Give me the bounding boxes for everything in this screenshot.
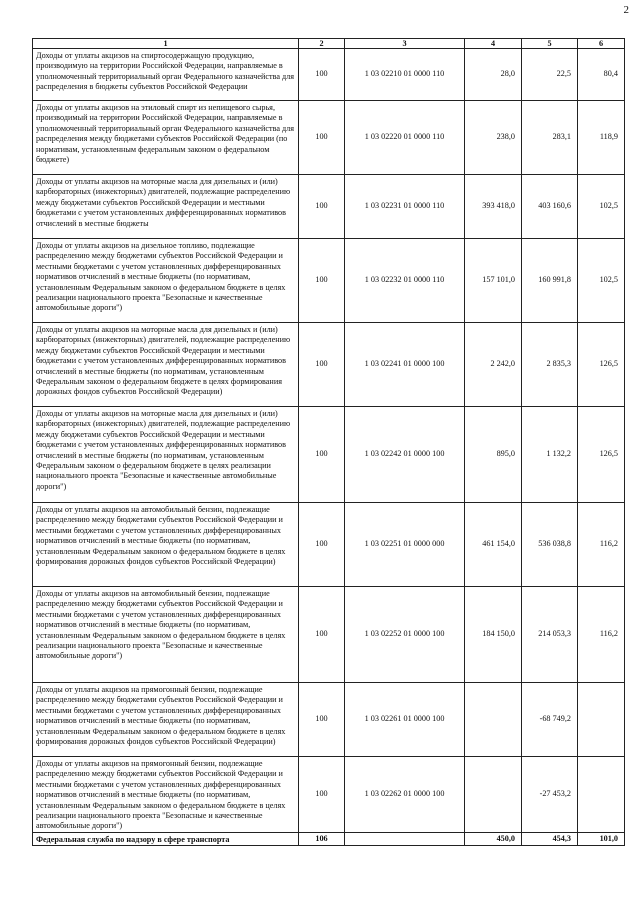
page-number: 2 xyxy=(623,4,629,16)
row-percent-value: 126,5 xyxy=(578,323,625,407)
row-actual-value: 283,1 xyxy=(522,101,578,175)
row-plan-value xyxy=(465,757,522,833)
row-description: Доходы от уплаты акцизов на спиртосодержащую продукцию, производимую на территории Российской Федерации, направляемые в уполномоченный территориальный орган Федерального казначейства для распределения в бюджеты субъектов Российской Федерации xyxy=(33,49,299,101)
row-budget-code: 1 03 02232 01 0000 110 xyxy=(345,239,465,323)
row-budget-code: 1 03 02241 01 0000 100 xyxy=(345,323,465,407)
row-actual-value: 536 038,8 xyxy=(522,503,578,587)
row-actual-value: 22,5 xyxy=(522,49,578,101)
row-description: Доходы от уплаты акцизов на дизельное топливо, подлежащие распределению между бюджетами субъектов Российской Федерации и местными бюджетами с учетом установленных дифференцированных нормативов отчислений в местные бюджеты (по нормативам, установленным Федеральным законом о федеральном бюджете в целях реализации национального проекта "Безопасные и качественные автомобильные дороги") xyxy=(33,239,299,323)
row-description: Доходы от уплаты акцизов на автомобильный бензин, подлежащие распределению между бюджетами субъектов Российской Федерации и местными бюджетами с учетом установленных дифференцированных нормативов отчислений в местные бюджеты (по нормативам, установленным Федеральным законом о федеральном бюджете в целях реализации национального проекта "Безопасные и качественные автомобильные дороги") xyxy=(33,587,299,683)
row-percent-value: 116,2 xyxy=(578,587,625,683)
table-row xyxy=(33,757,625,833)
column-header: 1 xyxy=(33,39,299,49)
row-plan-value: 461 154,0 xyxy=(465,503,522,587)
row-plan-value: 895,0 xyxy=(465,407,522,503)
column-header: 5 xyxy=(522,39,578,49)
row-percent-value: 116,2 xyxy=(578,503,625,587)
row-budget-code: 1 03 02252 01 0000 100 xyxy=(345,587,465,683)
row-budget-code: 1 03 02261 01 0000 100 xyxy=(345,683,465,757)
table-row xyxy=(33,49,625,101)
row-percent-value: 118,9 xyxy=(578,101,625,175)
column-header: 3 xyxy=(345,39,465,49)
row-code: 100 xyxy=(299,49,345,101)
row-percent-value: 102,5 xyxy=(578,175,625,239)
row-percent-value: 102,5 xyxy=(578,239,625,323)
table-row xyxy=(33,683,625,757)
row-description: Доходы от уплаты акцизов на прямогонный бензин, подлежащие распределению между бюджетами субъектов Российской Федерации и местными бюджетами с учетом установленных дифференцированных нормативов отчислений в местные бюджеты (по нормативам, установленным Федеральным законом о федеральном бюджете в целях формирования дорожных фондов субъектов Российской Федерации) xyxy=(33,683,299,757)
row-actual-value: 454,3 xyxy=(522,832,578,845)
row-description: Федеральная служба по надзору в сфере транспорта xyxy=(33,832,299,845)
row-budget-code: 1 03 02242 01 0000 100 xyxy=(345,407,465,503)
row-code: 100 xyxy=(299,323,345,407)
row-plan-value: 238,0 xyxy=(465,101,522,175)
row-plan-value: 450,0 xyxy=(465,832,522,845)
row-code: 106 xyxy=(299,832,345,845)
row-percent-value: 80,4 xyxy=(578,49,625,101)
row-budget-code: 1 03 02251 01 0000 000 xyxy=(345,503,465,587)
table-row xyxy=(33,587,625,683)
table-row xyxy=(33,101,625,175)
row-description: Доходы от уплаты акцизов на моторные масла для дизельных и (или) карбюраторных (инжекторных) двигателей, подлежащие распределению между бюджетами субъектов Российской Федерации и местными бюджетами с учетом установленных дифференцированных нормативов отчислений в местные бюджеты (по нормативам, установленным Федеральным законом о федеральном бюджете в целях реализации национального проекта "Безопасные и качественные автомобильные дороги") xyxy=(33,407,299,503)
row-budget-code xyxy=(345,832,465,845)
row-percent-value: 126,5 xyxy=(578,407,625,503)
row-actual-value: 160 991,8 xyxy=(522,239,578,323)
table-row xyxy=(33,239,625,323)
row-plan-value: 28,0 xyxy=(465,49,522,101)
row-code: 100 xyxy=(299,757,345,833)
row-code: 100 xyxy=(299,503,345,587)
row-actual-value: 2 835,3 xyxy=(522,323,578,407)
row-code: 100 xyxy=(299,175,345,239)
row-plan-value: 2 242,0 xyxy=(465,323,522,407)
row-percent-value: 101,0 xyxy=(578,832,625,845)
row-actual-value: 1 132,2 xyxy=(522,407,578,503)
row-plan-value: 393 418,0 xyxy=(465,175,522,239)
row-description: Доходы от уплаты акцизов на автомобильный бензин, подлежащие распределению между бюджетами субъектов Российской Федерации и местными бюджетами с учетом установленных дифференцированных нормативов отчислений в местные бюджеты (по нормативам, установленным Федеральным законом о федеральном бюджете в целях формирования дорожных фондов субъектов Российской Федерации) xyxy=(33,503,299,587)
row-budget-code: 1 03 02262 01 0000 100 xyxy=(345,757,465,833)
table-row xyxy=(33,323,625,407)
row-plan-value xyxy=(465,683,522,757)
row-actual-value: -68 749,2 xyxy=(522,683,578,757)
column-header: 2 xyxy=(299,39,345,49)
row-plan-value: 184 150,0 xyxy=(465,587,522,683)
row-description: Доходы от уплаты акцизов на моторные масла для дизельных и (или) карбюраторных (инжекторных) двигателей, подлежащие распределению между бюджетами субъектов Российской Федерации и местными бюджетами с учетом установленных дифференцированных нормативов отчислений в местные бюджеты xyxy=(33,175,299,239)
row-percent-value xyxy=(578,757,625,833)
row-actual-value: 403 160,6 xyxy=(522,175,578,239)
revenue-table xyxy=(32,38,625,846)
row-actual-value: -27 453,2 xyxy=(522,757,578,833)
row-description: Доходы от уплаты акцизов на этиловый спирт из непищевого сырья, производимый на территории Российской Федерации, направляемые в уполномоченный территориальный орган Федерального казначейства для распределения между бюджетами субъектов Российской Федерации (по нормативам, установленным федеральным законом о федеральном бюджете) xyxy=(33,101,299,175)
row-code: 100 xyxy=(299,101,345,175)
row-plan-value: 157 101,0 xyxy=(465,239,522,323)
row-budget-code: 1 03 02231 01 0000 110 xyxy=(345,175,465,239)
row-code: 100 xyxy=(299,239,345,323)
row-budget-code: 1 03 02220 01 0000 110 xyxy=(345,101,465,175)
row-percent-value xyxy=(578,683,625,757)
header-row xyxy=(33,39,625,49)
row-code: 100 xyxy=(299,407,345,503)
table-row xyxy=(33,832,625,845)
column-header: 6 xyxy=(578,39,625,49)
table-row xyxy=(33,503,625,587)
row-budget-code: 1 03 02210 01 0000 110 xyxy=(345,49,465,101)
table-row xyxy=(33,407,625,503)
row-description: Доходы от уплаты акцизов на моторные масла для дизельных и (или) карбюраторных (инжекторных) двигателей, подлежащие распределению между бюджетами субъектов Российской Федерации и местными бюджетами с учетом установленных дифференцированных нормативов отчислений в местные бюджеты (по нормативам, установленным Федеральным законом о федеральном бюджете в целях формирования дорожных фондов субъектов Российской Федерации) xyxy=(33,323,299,407)
row-description: Доходы от уплаты акцизов на прямогонный бензин, подлежащие распределению между бюджетами субъектов Российской Федерации и местными бюджетами с учетом установленных дифференцированных нормативов отчислений в местные бюджеты (по нормативам, установленным Федеральным законом о федеральном бюджете в целях реализации национального проекта "Безопасные и качественные автомобильные дороги") xyxy=(33,757,299,833)
column-header: 4 xyxy=(465,39,522,49)
row-actual-value: 214 053,3 xyxy=(522,587,578,683)
table-row xyxy=(33,175,625,239)
row-code: 100 xyxy=(299,587,345,683)
row-code: 100 xyxy=(299,683,345,757)
